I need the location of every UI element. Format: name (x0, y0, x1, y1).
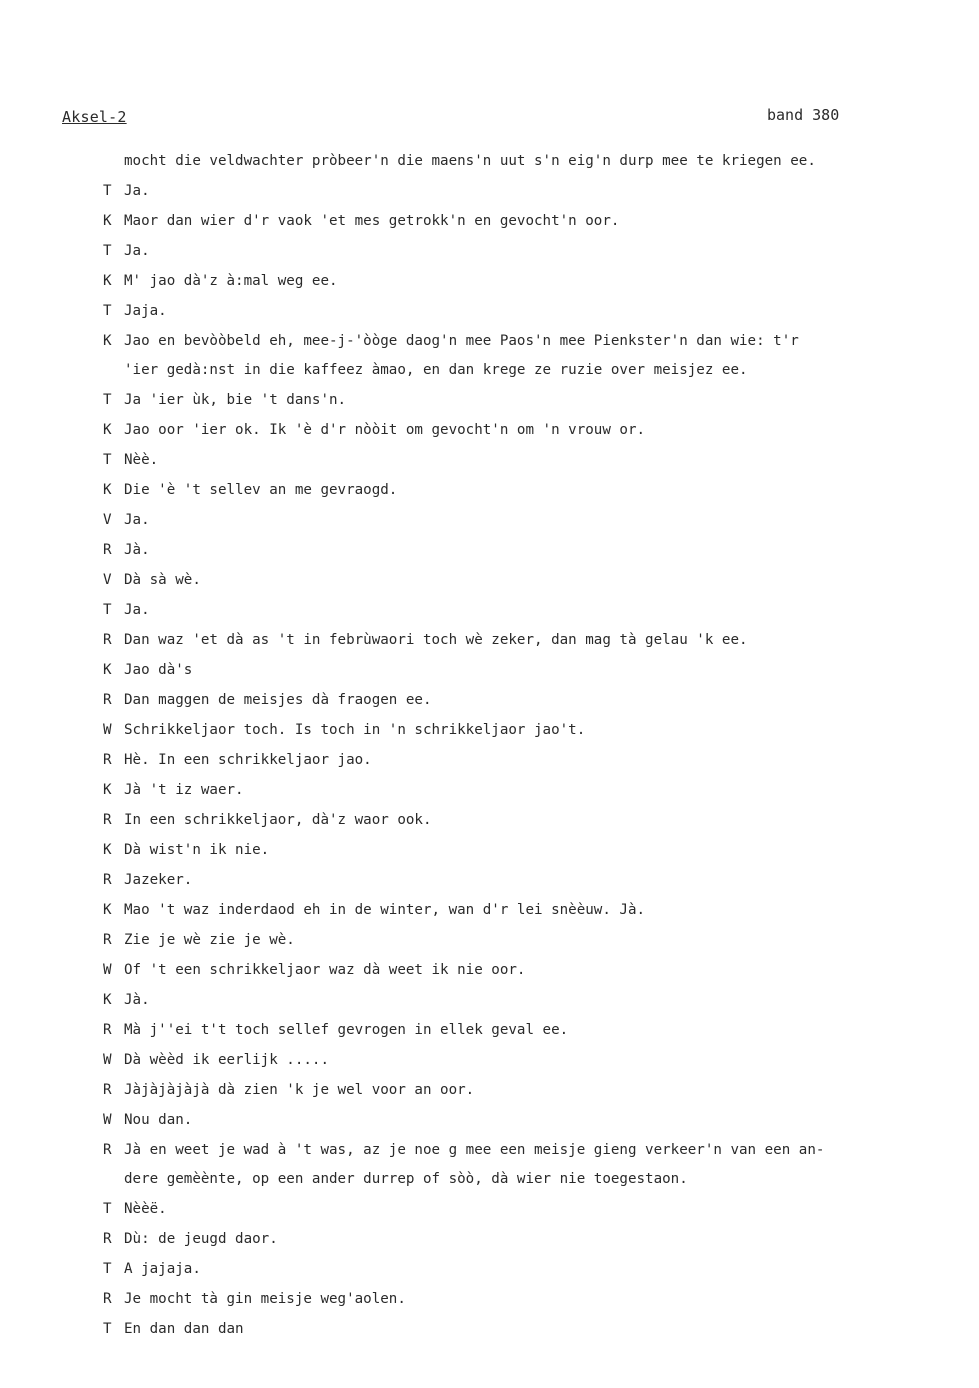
utterance-text: Mà j''ei t't toch sellef gevrogen in ellek geval ee. (124, 1022, 569, 1038)
speaker-label: K (103, 992, 112, 1008)
utterance-text: Nou dan. (124, 1112, 193, 1128)
transcript-line (0, 745, 979, 775)
speaker-label: R (103, 632, 112, 648)
transcript-lines (0, 146, 979, 1344)
speaker-label: K (103, 333, 112, 349)
speaker-label: K (103, 213, 112, 229)
transcript-line (0, 535, 979, 565)
transcript-line (0, 296, 979, 326)
transcript-line (0, 835, 979, 865)
utterance-text: Jao en bevòòbeld eh, mee-j-'òòge daog'n mee Paos'n mee Pienkster'n dan wie: t'r (124, 333, 799, 349)
utterance-text: Jaja. (124, 303, 167, 319)
speaker-label: T (103, 243, 112, 259)
utterance-text: En dan dan dan (124, 1321, 244, 1337)
utterance-text: Jàjàjàjàjà dà zien 'k je wel voor an oor. (124, 1082, 475, 1098)
document-title: Aksel-2 (62, 108, 127, 126)
speaker-label: K (103, 482, 112, 498)
transcript-line (0, 865, 979, 895)
speaker-label: K (103, 902, 112, 918)
transcript-line (0, 1254, 979, 1284)
speaker-label: R (103, 1142, 112, 1158)
utterance-text: Jà en weet je wad à 't was, az je noe g mee een meisje gieng verkeer'n van een an- (124, 1142, 825, 1158)
utterance-text: Dà sà wè. (124, 572, 201, 588)
utterance-text: Die 'è 't sellev an me gevraogd. (124, 482, 398, 498)
speaker-label: T (103, 392, 112, 408)
transcript-line (0, 925, 979, 955)
transcript-line (0, 1194, 979, 1224)
speaker-label: K (103, 422, 112, 438)
speaker-label: T (103, 1261, 112, 1277)
speaker-label: W (103, 1112, 112, 1128)
transcript-line (0, 146, 979, 176)
utterance-text: Dà wist'n ik nie. (124, 842, 270, 858)
speaker-label: K (103, 273, 112, 289)
speaker-label: K (103, 842, 112, 858)
transcript-line (0, 505, 979, 535)
speaker-label: R (103, 692, 112, 708)
transcript-line (0, 475, 979, 505)
speaker-label: R (103, 1231, 112, 1247)
transcript-line (0, 356, 979, 385)
transcript-line (0, 445, 979, 475)
utterance-text: Mao 't waz inderdaod eh in de winter, wan d'r lei snèèuw. Jà. (124, 902, 646, 918)
speaker-label: R (103, 752, 112, 768)
speaker-label: R (103, 1082, 112, 1098)
transcript-line (0, 595, 979, 625)
speaker-label: T (103, 303, 112, 319)
speaker-label: K (103, 662, 112, 678)
speaker-label: T (103, 602, 112, 618)
band-number: band 380 (767, 106, 840, 124)
speaker-label: W (103, 722, 112, 738)
transcript-line (0, 266, 979, 296)
utterance-text: Jà 't iz waer. (124, 782, 244, 798)
utterance-text: Jao oor 'ier ok. Ik 'è d'r nòòit om gevocht'n om 'n vrouw or. (124, 422, 646, 438)
utterance-text: Jà. (124, 542, 150, 558)
speaker-label: T (103, 452, 112, 468)
utterance-text: Ja. (124, 183, 150, 199)
utterance-text: Ja. (124, 602, 150, 618)
transcript-line (0, 1075, 979, 1105)
utterance-text: In een schrikkeljaor, dà'z waor ook. (124, 812, 432, 828)
transcript-line (0, 805, 979, 835)
utterance-text: Schrikkeljaor toch. Is toch in 'n schrikkeljaor jao't. (124, 722, 586, 738)
transcript-line (0, 1015, 979, 1045)
utterance-text: Ja. (124, 243, 150, 259)
speaker-label: W (103, 1052, 112, 1068)
utterance-text: 'ier gedà:nst in die kaffeez àmao, en dan krege ze ruzie over meisjez ee. (124, 362, 748, 378)
transcript-line (0, 715, 979, 745)
utterance-text: dere gemèènte, op een ander durrep of sòò, dà wier nie toegestaon. (124, 1171, 688, 1187)
transcript-line (0, 1045, 979, 1075)
transcript-line (0, 206, 979, 236)
speaker-label: R (103, 542, 112, 558)
utterance-text: Dà wèèd ik eerlijk ..... (124, 1052, 329, 1068)
transcript-line (0, 1224, 979, 1254)
utterance-text: Jao dà's (124, 662, 193, 678)
transcript-line (0, 1165, 979, 1194)
speaker-label: R (103, 872, 112, 888)
transcript-line (0, 415, 979, 445)
utterance-text: Dan maggen de meisjes dà fraogen ee. (124, 692, 432, 708)
speaker-label: R (103, 1022, 112, 1038)
utterance-text: Maor dan wier d'r vaok 'et mes getrokk'n en gevocht'n oor. (124, 213, 620, 229)
utterance-text: Je mocht tà gin meisje weg'aolen. (124, 1291, 406, 1307)
transcript-line (0, 895, 979, 925)
speaker-label: K (103, 782, 112, 798)
transcript-line (0, 655, 979, 685)
utterance-text: mocht die veldwachter pròbeer'n die maens'n uut s'n eig'n durp mee te kriegen ee. (124, 153, 816, 169)
speaker-label: T (103, 183, 112, 199)
utterance-text: Hè. In een schrikkeljaor jao. (124, 752, 372, 768)
transcript-line (0, 176, 979, 206)
transcript-line (0, 385, 979, 415)
utterance-text: M' jao dà'z à:mal weg ee. (124, 273, 338, 289)
speaker-label: V (103, 512, 112, 528)
transcript-line (0, 955, 979, 985)
speaker-label: R (103, 932, 112, 948)
utterance-text: A jajaja. (124, 1261, 201, 1277)
utterance-text: Dù: de jeugd daor. (124, 1231, 278, 1247)
utterance-text: Jazeker. (124, 872, 193, 888)
speaker-label: V (103, 572, 112, 588)
transcript-line (0, 326, 979, 356)
transcript-line (0, 1314, 979, 1344)
speaker-label: T (103, 1321, 112, 1337)
speaker-label: T (103, 1201, 112, 1217)
utterance-text: Zie je wè zie je wè. (124, 932, 295, 948)
utterance-text: Nèè. (124, 452, 159, 468)
speaker-label: W (103, 962, 112, 978)
transcript-line (0, 1284, 979, 1314)
transcript-line (0, 1105, 979, 1135)
transcript-line (0, 625, 979, 655)
transcript-line (0, 985, 979, 1015)
transcript-line (0, 1135, 979, 1165)
speaker-label: R (103, 812, 112, 828)
utterance-text: Ja 'ier ùk, bie 't dans'n. (124, 392, 347, 408)
utterance-text: Ja. (124, 512, 150, 528)
utterance-text: Of 't een schrikkeljaor waz dà weet ik nie oor. (124, 962, 526, 978)
transcript-line (0, 775, 979, 805)
utterance-text: Jà. (124, 992, 150, 1008)
utterance-text: Dan waz 'et dà as 't in febrùwaori toch wè zeker, dan mag tà gelau 'k ee. (124, 632, 748, 648)
transcript-line (0, 685, 979, 715)
transcript-line (0, 236, 979, 266)
transcript-line (0, 565, 979, 595)
utterance-text: Nèèë. (124, 1201, 167, 1217)
speaker-label: R (103, 1291, 112, 1307)
